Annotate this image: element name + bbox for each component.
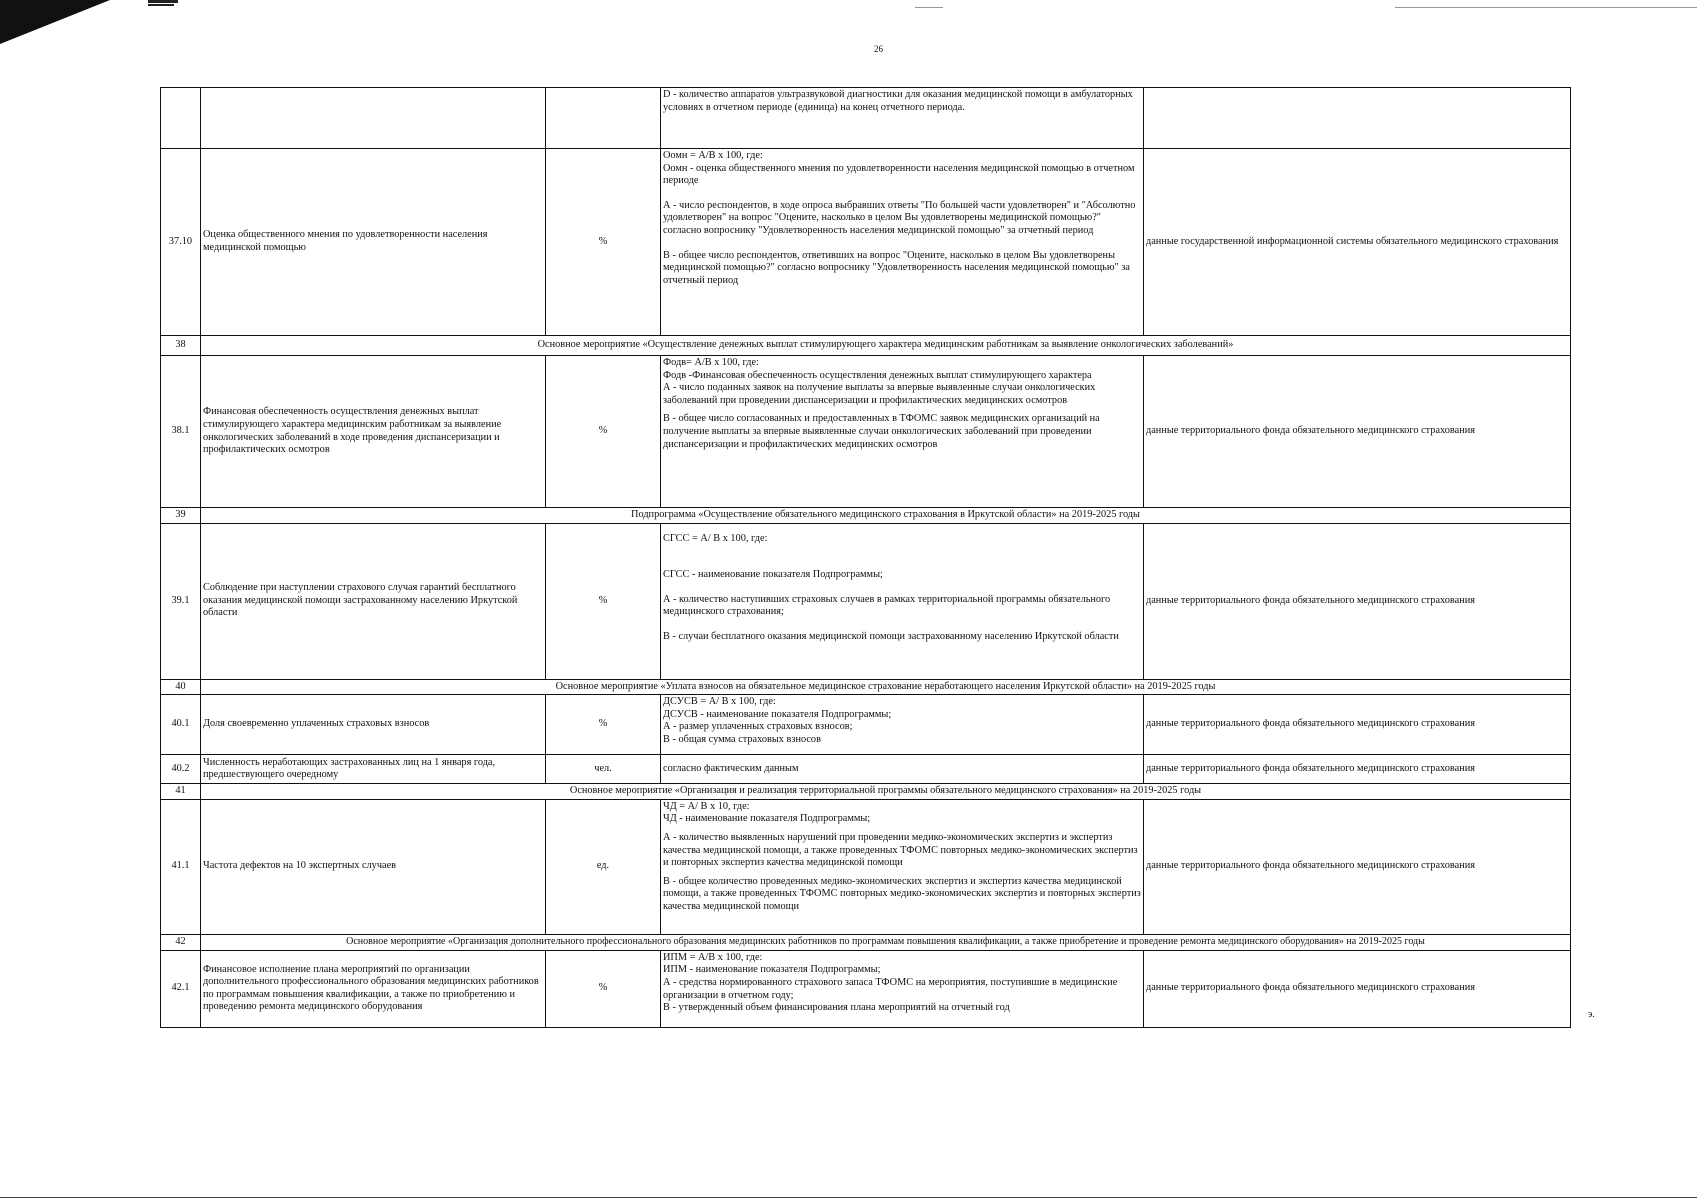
row-number: 41 [161,784,201,800]
indicator-name: Соблюдение при наступлении страхового случая гарантий бесплатного оказания медицинской помощи застрахованному населению Иркутской области [201,523,546,679]
formula-line: СГСС - наименование показателя Подпрограммы; [663,569,883,581]
table-row [161,799,1571,934]
row-number: 40 [161,679,201,695]
unit: % [546,950,661,1027]
formula-line: В - общее количество проведенных медико-экономических экспертиз и экспертиз качества медицинской помощи, а также проведенных ТФОМС повторных медико-экономических экспертиз и повторных экспертиз качества медицинской помощи [663,875,1141,912]
table-row [161,950,1571,1027]
indicators-table [160,87,1571,1028]
row-number: 38.1 [161,356,201,508]
data-source: данные государственной информационной системы обязательного медицинского страхования [1144,149,1571,336]
section-title: Основное мероприятие «Осуществление денежных выплат стимулирующего характера медицинским работникам за выявление онкологических заболеваний» [201,336,1571,356]
formula-text: D - количество аппаратов ультразвуковой диагностики для оказания медицинской помощи в амбулаторных условиях в отчетном периоде (единица) на конец отчетного периода. [663,89,1133,113]
data-source: данные территориального фонда обязательного медицинского страхования [1144,356,1571,508]
unit: % [546,149,661,336]
row-number: 38 [161,336,201,356]
indicator-name: Доля своевременно уплаченных страховых взносов [201,695,546,755]
data-source: данные территориального фонда обязательного медицинского страхования [1144,523,1571,679]
scan-line [1395,7,1697,8]
formula-line: В - случаи бесплатного оказания медицинской помощи застрахованному населению Иркутской области [663,630,1119,642]
data-source: данные территориального фонда обязательного медицинского страхования [1144,799,1571,934]
formula-line: ИПМ - наименование показателя Подпрограммы; [663,964,881,976]
scan-line [0,1197,1697,1198]
scan-line [148,0,178,3]
table-row [161,149,1571,336]
formula-line: Оомн = А/В х 100, где: [663,150,763,161]
unit: % [546,523,661,679]
data-source: данные территориального фонда обязательного медицинского страхования [1144,755,1571,784]
indicator-name: Оценка общественного мнения по удовлетворенности населения медицинской помощью [201,149,546,336]
section-header-row [161,679,1571,695]
indicator-name: Финансовое исполнение плана мероприятий по организации дополнительного профессионального образования медицинских работников по программам повышения квалификации, а также по приобретению и проведению ремонта медицинского оборудования [201,950,546,1027]
formula-line: ИПМ = А/В х 100, где: [663,951,763,963]
row-number: 42 [161,934,201,950]
page-number: 26 [874,44,883,54]
formula-line: ЧД - наименование показателя Подпрограммы; [663,813,871,825]
formula-line: СГСС = А/ В х 100, где: [663,532,768,544]
scan-line [148,4,174,6]
formula-line: В - общая сумма страховых взносов [663,733,821,745]
table-row [161,755,1571,784]
section-header-row [161,784,1571,800]
formula-line: А - количество выявленных нарушений при проведении медико-экономических экспертиз и экспертиз качества медицинской помощи, а также проведенных ТФОМС повторных медико-экономических экспертиз и повторных экспертиз качества медицинской помощи [663,831,1138,869]
table-row [161,695,1571,755]
unit: ед. [546,799,661,934]
row-number: 39 [161,508,201,524]
formula-line: В - общее число согласованных и предоставленных в ТФОМС заявок медицинских организаций на получение выплаты за впервые выявленные случаи онкологических заболеваний при проведении диспансеризации и профилактических медицинских осмотров [663,413,1100,450]
scan-corner-mark [0,0,110,44]
indicator-name: Финансовая обеспеченность осуществления денежных выплат стимулирующего характера медицинским работникам за выявление онкологических заболеваний в ходе проведения диспансеризации и профилактических осмотров [201,356,546,508]
unit: % [546,356,661,508]
formula-line: ЧД = А/ В х 10, где: [663,800,750,812]
row-number: 39.1 [161,523,201,679]
indicator-name: Частота дефектов на 10 экспертных случаев [201,799,546,934]
data-source: данные территориального фонда обязательного медицинского страхования [1144,950,1571,1027]
row-number: 40.1 [161,695,201,755]
data-source: данные территориального фонда обязательного медицинского страхования [1144,695,1571,755]
scan-line [915,7,943,8]
unit: % [546,695,661,755]
row-number: 42.1 [161,950,201,1027]
table-row [161,356,1571,508]
table-row [161,88,1571,149]
row-number: 41.1 [161,799,201,934]
formula-line: ДСУСВ - наименование показателя Подпрограммы; [663,708,892,720]
formula-line: Фодв -Финансовая обеспеченность осуществления денежных выплат стимулирующего характера [663,369,1092,381]
indicator-name: Численность неработающих застрахованных лиц на 1 января года, предшествующего очередному [201,755,546,784]
formula-line: В - общее число респондентов, ответивших на вопрос "Оцените, насколько в целом Вы удовлетворены медицинской помощью?" согласно вопроснику "Удовлетворенность населения медицинской помощью" за отчетный период [663,249,1130,286]
formula-line: А - средства нормированного страхового запаса ТФОМС на мероприятия, поступившие в медицинские организации в отчетном году; [663,976,1118,1001]
formula-line: ДСУСВ = А/ В х 100, где: [663,696,776,708]
table-row [161,523,1571,679]
section-title: Основное мероприятие «Уплата взносов на обязательное медицинское страхование неработающего населения Иркутской области» на 2019-2025 годы [201,679,1571,695]
section-title: Подпрограмма «Осуществление обязательного медицинского страхования в Иркутской области» на 2019-2025 годы [201,508,1571,524]
formula-line: В - утвержденный объем финансирования плана мероприятий на отчетный год [663,1002,1010,1014]
formula-line: Оомн - оценка общественного мнения по удовлетворенности населения медицинской помощью в отчетном периоде [663,162,1135,187]
trailing-mark: э. [1588,1009,1595,1020]
formula-line: А - размер уплаченных страховых взносов; [663,721,853,733]
section-header-row [161,508,1571,524]
formula-line: Фодв= А/В х 100, где: [663,357,759,368]
section-header-row [161,934,1571,950]
formula-line: А - число респондентов, в ходе опроса выбравших ответы "По большей части удовлетворен" и "Абсолютно удовлетворен" на вопрос "Оцените, насколько в целом Вы удовлетворены медицинской помощью?" согласно вопроснику "Удовлетворенность населения медицинской помощью" за отчетный период [663,199,1136,236]
row-number: 40.2 [161,755,201,784]
formula-line: согласно фактическим данным [661,755,1144,784]
section-header-row [161,336,1571,356]
section-title: Основное мероприятие «Организация и реализация территориальной программы обязательного медицинского страхования» на 2019-2025 годы [201,784,1571,800]
formula-line: А - количество наступивших страховых случаев в рамках территориальной программы обязательного медицинского страхования; [663,593,1111,618]
row-number: 37.10 [161,149,201,336]
unit: чел. [546,755,661,784]
section-title: Основное мероприятие «Организация дополнительного профессионального образования медицинских работников по программам повышения квалификации, а также приобретение и проведение ремонта медицинского оборудования» на 2019-2025 годы [201,934,1571,950]
formula-line: А - число поданных заявок на получение выплаты за впервые выявленные случаи онкологических заболеваний при проведении диспансеризации и профилактических медицинских осмотров [663,382,1096,406]
